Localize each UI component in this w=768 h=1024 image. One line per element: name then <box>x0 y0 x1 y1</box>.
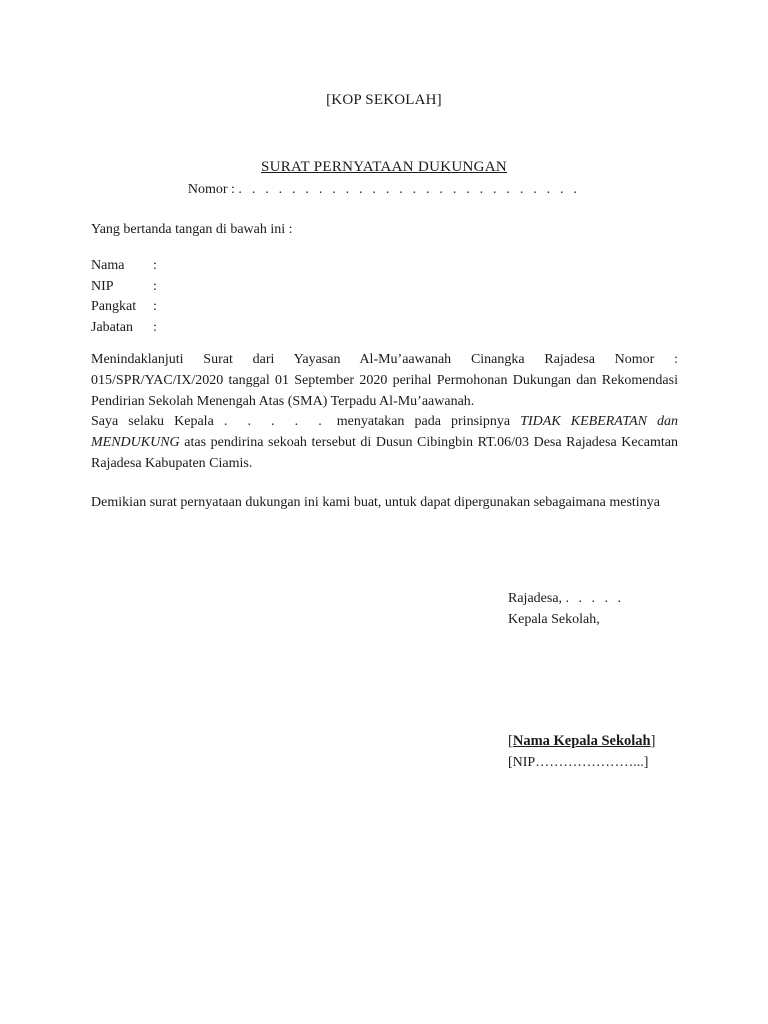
field-row-nip <box>91 277 157 298</box>
statement-dots: . . . . . <box>223 414 327 429</box>
signature-position: Kepala Sekolah, <box>508 612 600 627</box>
name-bracket-open: [ <box>508 733 513 749</box>
signature-date-dots: . . . . . <box>565 591 625 606</box>
statement-mid: menyatakan pada prinsipnya <box>336 414 511 429</box>
statement-emphasis: TIDAK KEBERATAN dan MENDUKUNG <box>91 414 679 450</box>
signature-nip: [NIP…………………...] <box>508 755 649 770</box>
paragraph-closing: Demikian surat pernyataan dukungan ini kami buat, untuk dapat dipergunakan sebagaimana mestinya <box>91 495 660 510</box>
intro-text: Yang bertanda tangan di bawah ini : <box>91 222 293 237</box>
document-number <box>0 182 768 198</box>
name-bracket-close: ] <box>650 733 656 749</box>
signature-place-date <box>508 588 624 609</box>
field-row-pangkat <box>91 297 157 318</box>
number-label: Nomor : <box>187 182 235 197</box>
field-separator: : <box>153 299 157 314</box>
statement-start: Saya selaku Kepala <box>91 414 214 429</box>
field-row-nama <box>91 256 157 277</box>
field-row-jabatan <box>91 318 157 339</box>
field-label: NIP <box>91 278 114 294</box>
signature-name: Nama Kepala Sekolah <box>512 733 651 749</box>
field-separator: : <box>153 258 157 273</box>
document-title: SURAT PERNYATAAN DUKUNGAN <box>260 159 508 175</box>
paragraph-statement <box>91 411 678 474</box>
signature-footer <box>508 731 655 773</box>
signature-place: Rajadesa, <box>508 591 563 606</box>
signature-name-line <box>508 731 655 752</box>
paragraph-reference: Menindaklanjuti Surat dari Yayasan Al-Mu’aawanah Cinangka Rajadesa Nomor : 015/SPR/YAC/IX/2020 tanggal 01 September 2020 perihal Permohonan Dukungan dan Rekomendasi Pendirian Sekolah Menengah Atas (SMA) Terpadu Al-Mu’aawanah. <box>91 352 678 409</box>
field-separator: : <box>153 319 157 335</box>
identity-fields <box>91 256 157 338</box>
field-label: Pangkat <box>91 299 137 314</box>
letterhead-placeholder: [KOP SEKOLAH] <box>326 92 442 108</box>
number-dots: . . . . . . . . . . . . . . . . . . . . . . . . . . <box>238 182 581 197</box>
field-separator: : <box>153 278 157 294</box>
field-label: Jabatan <box>91 319 133 335</box>
signature-header <box>508 588 624 630</box>
statement-end: atas pendirina sekoah tersebut di Dusun Cibingbin RT.06/03 Desa Rajadesa Kecamtan Rajadesa Kabupaten Ciamis. <box>91 435 679 471</box>
field-label: Nama <box>91 258 125 273</box>
